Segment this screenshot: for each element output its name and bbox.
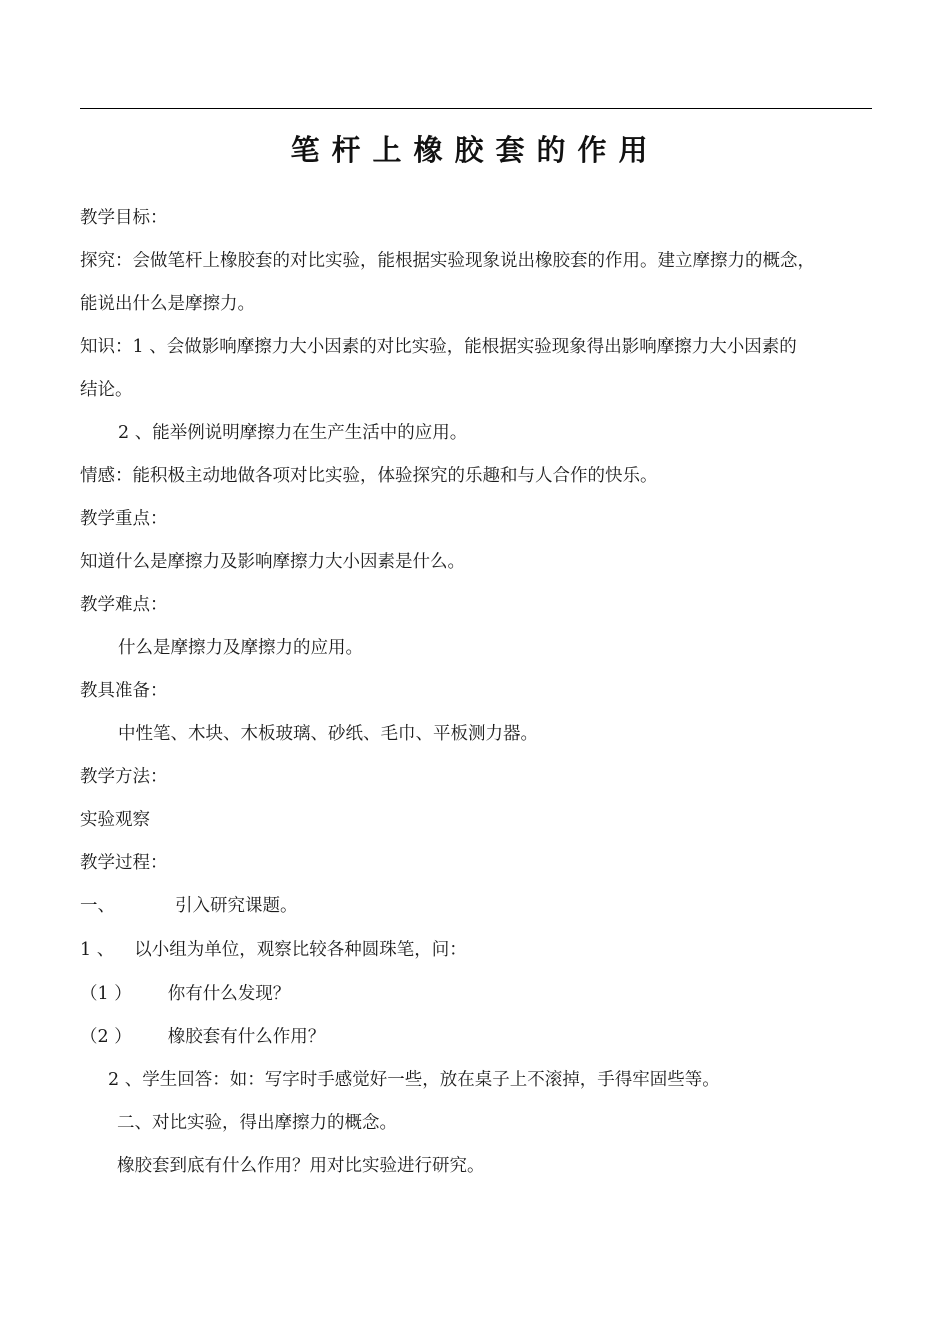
section-heading-methods: 教学方法： (80, 767, 168, 787)
header-rule (80, 108, 872, 109)
paragraph-experiment: 橡胶套到底有什么作用？用对比实验进行研究。 (117, 1156, 485, 1176)
section-heading-objectives: 教学目标： (80, 208, 168, 228)
section-heading-process: 教学过程： (80, 853, 168, 873)
list-item-number: （2 ） (80, 1027, 132, 1047)
paragraph-materials: 中性笔、木块、木板玻璃、砂纸、毛巾、平板测力器。 (118, 724, 538, 744)
list-item-number: 1 、 (80, 940, 115, 960)
paragraph-methods: 实验观察 (80, 810, 150, 830)
list-item-number: （1 ） (80, 984, 132, 1004)
paragraph-difficulties: 什么是摩擦力及摩擦力的应用。 (118, 638, 363, 658)
document-title: 笔杆上橡胶套的作用 (290, 133, 660, 167)
list-item (80, 937, 467, 963)
paragraph-key-points: 知道什么是摩擦力及影响摩擦力大小因素是什么。 (80, 552, 465, 572)
list-item (80, 893, 298, 919)
section-heading-experiment: 二、对比实验，得出摩擦力的概念。 (117, 1113, 397, 1133)
paragraph-explore: 探究：会做笔杆上橡胶套的对比实验，能根据实验现象说出橡胶套的作用。建立摩擦力的概念， (80, 251, 815, 271)
paragraph-knowledge-cont: 结论。 (80, 380, 133, 400)
list-item-text: 橡胶套有什么作用？ (167, 1027, 326, 1047)
paragraph-knowledge: 知识：1 、会做影响摩擦力大小因素的对比实验，能根据实验现象得出影响摩擦力大小因素的 (80, 337, 797, 357)
list-item-text: 以小组为单位，观察比较各种圆珠笔，问： (134, 940, 467, 960)
section-heading-key-points: 教学重点： (80, 509, 168, 529)
paragraph-student-answer: 2 、学生回答：如：写字时手感觉好一些，放在桌子上不滚掉，手得牢固些等。 (108, 1070, 720, 1090)
section-heading-difficulties: 教学难点： (80, 595, 168, 615)
paragraph-explore-cont: 能说出什么是摩擦力。 (80, 294, 255, 314)
paragraph-knowledge-2: 2 、能举例说明摩擦力在生产生活中的应用。 (118, 423, 468, 443)
list-item-text: 引入研究课题。 (175, 896, 298, 916)
list-item (80, 1024, 325, 1050)
list-item-text: 你有什么发现？ (167, 984, 291, 1004)
section-heading-materials: 教具准备： (80, 681, 168, 701)
paragraph-emotion: 情感：能积极主动地做各项对比实验，体验探究的乐趣和与人合作的快乐。 (80, 466, 658, 486)
list-item (80, 981, 290, 1007)
list-item-number: 一、 (80, 896, 115, 916)
